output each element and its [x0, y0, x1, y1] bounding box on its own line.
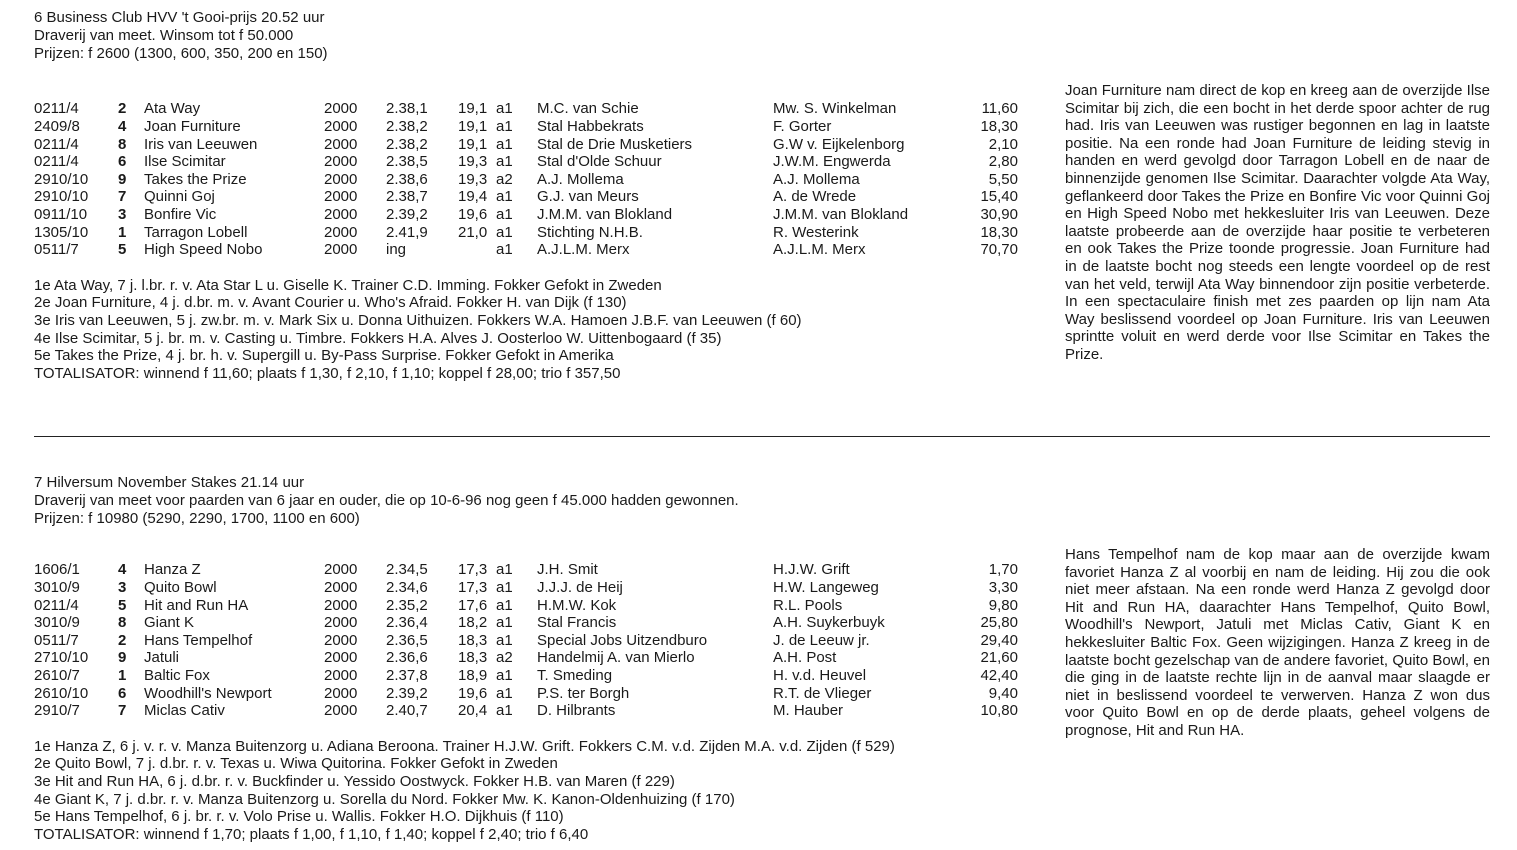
race-report-text: Hans Tempelhof nam de kop maar aan de overzijde kwam favoriet Hanza Z al voorbij en nam de leiding. Hij zou die ook niet meer afstaan. Na een ronde werd Hanza Z gevolgd door Hit and Run HA, daarachter Hans Tempelhof, Quito Bowl, Woodhill's Newport, Jatuli met Miclas Cativ, Giant K en hekkesluiter Baltic Fox. Geen wijzigingen. Hanza Z kreeg in de laatste bocht gezelschap van de andere favoriet, Quito Bowl, en die ging in de laatste rechte lijn in de aanval maar slaagde er niet in beslissend voordeel te verwerven. Hanza Z won dus voor Quito Bowl en op de derde plaats, geheel volgens de prognose, Hit and Run HA.	[1065, 546, 1490, 739]
driver-cell: J.M.M. van Blokland	[773, 205, 909, 223]
reduction-cell: 18,9	[458, 666, 488, 684]
driver-cell: H. v.d. Heuvel	[773, 666, 867, 684]
distance-cell: 2000	[324, 117, 358, 135]
time-cell: 2.38,6	[386, 170, 428, 188]
reduction-cell: 19,6	[458, 684, 488, 702]
time-cell: 2.38,1	[386, 100, 428, 118]
odds-cell: 18,30	[980, 223, 1018, 241]
horse-cell: Hans Tempelhof	[144, 631, 253, 649]
form-cell: 1305/10	[34, 223, 89, 241]
number-cell: 8	[118, 135, 127, 153]
form-cell: 2409/8	[34, 117, 80, 135]
time-cell: ing	[386, 241, 407, 259]
driver-cell: A.J.L.M. Merx	[773, 241, 866, 259]
distance-cell: 2000	[324, 578, 358, 596]
form-cell: 0211/4	[34, 153, 79, 171]
distance-cell: 2000	[324, 241, 358, 259]
odds-cell: 29,40	[980, 631, 1018, 649]
driver-cell: J. de Leeuw jr.	[773, 631, 870, 649]
time-cell: 2.38,2	[386, 117, 428, 135]
detail-line: 1e Hanza Z, 6 j. v. r. v. Manza Buitenzorg u. Adiana Beroona. Trainer H.J.W. Grift. Fokkers C.M. v.d. Zijden M.A. v.d. Zijden (f 529)	[34, 737, 895, 755]
race-conditions: Draverij van meet. Winsom tot f 50.000	[34, 26, 294, 44]
owner-cell: Stal de Drie Musketiers	[537, 135, 693, 153]
reduction-cell: 19,6	[458, 205, 488, 223]
owner-cell: Stal Habbekrats	[537, 117, 644, 135]
driver-cell: R.T. de Vlieger	[773, 684, 872, 702]
form-cell: 0211/4	[34, 596, 79, 614]
distance-cell: 2000	[324, 223, 358, 241]
reduction-cell: 18,2	[458, 614, 488, 632]
reduction-cell: 17,3	[458, 561, 488, 579]
horse-cell: Miclas Cativ	[144, 702, 225, 720]
driver-cell: H.J.W. Grift	[773, 561, 850, 579]
odds-cell: 3,30	[988, 578, 1018, 596]
class-cell: a1	[496, 666, 513, 684]
race-report	[1065, 546, 1490, 740]
driver-cell: A.H. Suykerbuyk	[773, 614, 885, 632]
class-cell: a1	[496, 596, 513, 614]
distance-cell: 2000	[324, 684, 358, 702]
class-cell: a1	[496, 684, 513, 702]
distance-cell: 2000	[324, 666, 358, 684]
horse-cell: Baltic Fox	[144, 666, 210, 684]
detail-line: 1e Ata Way, 7 j. l.br. r. v. Ata Star L u. Giselle K. Trainer C.D. Imming. Fokker Gefokt in Zweden	[34, 276, 662, 294]
race-title: 7 Hilversum November Stakes 21.14 uur	[34, 474, 305, 491]
number-cell: 7	[118, 188, 127, 206]
race-prizes: Prijzen: f 10980 (5290, 2290, 1700, 1100 en 600)	[34, 509, 360, 527]
number-cell: 2	[118, 100, 127, 118]
reduction-cell: 19,1	[458, 100, 488, 118]
reduction-cell: 17,6	[458, 596, 488, 614]
number-cell: 5	[118, 241, 127, 259]
reduction-cell: 19,1	[458, 135, 488, 153]
owner-cell: P.S. ter Borgh	[537, 684, 630, 702]
detail-line: 2e Joan Furniture, 4 j. d.br. m. v. Avant Courier u. Who's Afraid. Fokker H. van Dijk (f 130)	[34, 294, 627, 312]
odds-cell: 5,50	[988, 170, 1018, 188]
class-cell: a1	[496, 702, 513, 720]
owner-cell: A.J. Mollema	[537, 170, 624, 188]
class-cell: a1	[496, 578, 513, 596]
class-cell: a1	[496, 614, 513, 632]
horse-cell: Quito Bowl	[144, 578, 217, 596]
class-cell: a1	[496, 100, 513, 118]
time-cell: 2.39,2	[386, 684, 428, 702]
driver-cell: H.W. Langeweg	[773, 578, 879, 596]
owner-cell: Special Jobs Uitzendburo	[537, 631, 708, 649]
form-cell: 2910/7	[34, 702, 80, 720]
race-6-section	[34, 9, 1494, 382]
detail-line: 4e Ilse Scimitar, 5 j. br. m. v. Casting u. Timbre. Fokkers H.A. Alves J. Oosterloo W. Uittenbogaard (f 35)	[34, 329, 722, 347]
horse-cell: Hit and Run HA	[144, 596, 249, 614]
horse-cell: Ata Way	[144, 100, 201, 118]
number-cell: 6	[118, 684, 127, 702]
detail-line: 3e Hit and Run HA, 6 j. d.br. r. v. Buckfinder u. Yessido Oostwyck. Fokker H.B. van Maren (f 229)	[34, 772, 675, 790]
form-cell: 2910/10	[34, 170, 89, 188]
horse-cell: Bonfire Vic	[144, 205, 217, 223]
distance-cell: 2000	[324, 649, 358, 667]
odds-cell: 42,40	[980, 666, 1018, 684]
driver-cell: A. de Wrede	[773, 188, 857, 206]
time-cell: 2.34,5	[386, 561, 428, 579]
number-cell: 4	[118, 117, 127, 135]
distance-cell: 2000	[324, 561, 358, 579]
owner-cell: Handelmij A. van Mierlo	[537, 649, 695, 667]
race-details	[34, 738, 1494, 844]
odds-cell: 9,80	[988, 596, 1018, 614]
reduction-cell: 19,4	[458, 188, 488, 206]
form-cell: 2610/10	[34, 684, 89, 702]
reduction-cell: 19,3	[458, 153, 488, 171]
class-cell: a1	[496, 561, 513, 579]
odds-cell: 25,80	[980, 614, 1018, 632]
odds-cell: 2,80	[988, 153, 1018, 171]
class-cell: a1	[496, 117, 513, 135]
totalisator-line: TOTALISATOR: winnend f 1,70; plaats f 1,00, f 1,10, f 1,40; koppel f 2,40; trio f 6,40	[34, 825, 589, 843]
race-prizes: Prijzen: f 2600 (1300, 600, 350, 200 en 150)	[34, 44, 328, 62]
time-cell: 2.41,9	[386, 223, 428, 241]
owner-cell: J.M.M. van Blokland	[537, 205, 673, 223]
distance-cell: 2000	[324, 188, 358, 206]
number-cell: 3	[118, 578, 127, 596]
class-cell: a1	[496, 153, 513, 171]
form-cell: 1606/1	[34, 561, 80, 579]
class-cell: a2	[496, 649, 513, 667]
distance-cell: 2000	[324, 702, 358, 720]
detail-line: 4e Giant K, 7 j. d.br. r. v. Manza Buitenzorg u. Sorella du Nord. Fokker Mw. K. Kanon-Oldenhuizing (f 170)	[34, 790, 735, 808]
driver-cell: G.W v. Eijkelenborg	[773, 135, 905, 153]
odds-cell: 9,40	[988, 684, 1018, 702]
owner-cell: H.M.W. Kok	[537, 596, 617, 614]
form-cell: 0511/7	[34, 631, 79, 649]
horse-cell: Quinni Goj	[144, 188, 215, 206]
distance-cell: 2000	[324, 170, 358, 188]
distance-cell: 2000	[324, 631, 358, 649]
owner-cell: Stichting N.H.B.	[537, 223, 643, 241]
horse-cell: Joan Furniture	[144, 117, 241, 135]
time-cell: 2.40,7	[386, 702, 428, 720]
form-cell: 3010/9	[34, 614, 80, 632]
reduction-cell: 20,4	[458, 702, 488, 720]
driver-cell: R.L. Pools	[773, 596, 843, 614]
odds-cell: 11,60	[981, 100, 1018, 118]
driver-cell: Mw. S. Winkelman	[773, 100, 897, 118]
class-cell: a1	[496, 135, 513, 153]
race-report-text: Joan Furniture nam direct de kop en kreeg aan de overzijde Ilse Scimitar bij zich, die een bocht in het derde spoor achter de rug had. Iris van Leeuwen was rustiger begonnen en lag in laatste positie. Na een ronde had Joan Furniture de leiding stevig in handen en werd gevolgd door Tarragon Lobell en de naar de binnenzijde genomen Ilse Scimitar. Daarachter volgde Ata Way, geflankeerd door Takes the Prize en Bonfire Vic voor Quinni Goj en High Speed Nobo met hekkesluiter Iris van Leeuwen. Deze laatste probeerde aan de overzijde haar positie te verbeteren en ook Takes the Prize toonde progressie. Joan Furniture had in de laatste bocht nog steeds een lengte voordeel op de rest van het veld, terwijl Ata Way binnendoor zijn positie verbeterde. In een spectaculaire finish met zes paarden op lijn nam Ata Way beslissend voordeel op Joan Furniture. Iris van Leeuwen sprintte voluit en werd derde voor Ilse Scimitar en Takes the Prize.	[1065, 82, 1490, 363]
driver-cell: F. Gorter	[773, 117, 832, 135]
owner-cell: J.H. Smit	[537, 561, 598, 579]
horse-cell: Hanza Z	[144, 561, 201, 579]
horse-cell: Tarragon Lobell	[144, 223, 248, 241]
reduction-cell: 17,3	[458, 578, 488, 596]
number-cell: 6	[118, 153, 127, 171]
number-cell: 3	[118, 205, 127, 223]
owner-cell: M.C. van Schie	[537, 100, 639, 118]
driver-cell: R. Westerink	[773, 223, 859, 241]
horse-cell: Iris van Leeuwen	[144, 135, 258, 153]
form-cell: 3010/9	[34, 578, 80, 596]
distance-cell: 2000	[324, 205, 358, 223]
odds-cell: 30,90	[980, 205, 1018, 223]
class-cell: a2	[496, 170, 513, 188]
owner-cell: T. Smeding	[537, 666, 613, 684]
number-cell: 7	[118, 702, 127, 720]
section-divider	[34, 436, 1490, 437]
class-cell: a1	[496, 223, 513, 241]
driver-cell: A.H. Post	[773, 649, 837, 667]
owner-cell: J.J.J. de Heij	[537, 578, 623, 596]
distance-cell: 2000	[324, 153, 358, 171]
number-cell: 1	[118, 223, 127, 241]
class-cell: a1	[496, 205, 513, 223]
time-cell: 2.39,2	[386, 205, 428, 223]
driver-cell: J.W.M. Engwerda	[773, 153, 891, 171]
form-cell: 2710/10	[34, 649, 89, 667]
race-report	[1065, 82, 1490, 364]
distance-cell: 2000	[324, 100, 358, 118]
driver-cell: M. Hauber	[773, 702, 844, 720]
form-cell: 0511/7	[34, 241, 79, 259]
odds-cell: 2,10	[988, 135, 1018, 153]
time-cell: 2.36,4	[386, 614, 428, 632]
horse-cell: Takes the Prize	[144, 170, 247, 188]
number-cell: 5	[118, 596, 127, 614]
number-cell: 1	[118, 666, 127, 684]
race-conditions: Draverij van meet voor paarden van 6 jaar en ouder, die op 10-6-96 nog geen f 45.000 hadden gewonnen.	[34, 491, 739, 509]
odds-cell: 21,60	[980, 649, 1018, 667]
owner-cell: D. Hilbrants	[537, 702, 616, 720]
class-cell: a1	[496, 188, 513, 206]
reduction-cell: 18,3	[458, 649, 488, 667]
owner-cell: G.J. van Meurs	[537, 188, 639, 206]
number-cell: 2	[118, 631, 127, 649]
odds-cell: 10,80	[980, 702, 1018, 720]
horse-cell: High Speed Nobo	[144, 241, 263, 259]
time-cell: 2.35,2	[386, 596, 428, 614]
race-title: 6 Business Club HVV 't Gooi-prijs 20.52 uur	[34, 9, 325, 26]
detail-line: 5e Hans Tempelhof, 6 j. br. r. v. Volo Prise u. Wallis. Fokker H.O. Dijkhuis (f 110)	[34, 808, 564, 826]
class-cell: a1	[496, 631, 513, 649]
number-cell: 4	[118, 561, 127, 579]
horse-cell: Jatuli	[144, 649, 180, 667]
totalisator-line: TOTALISATOR: winnend f 11,60; plaats f 1,30, f 2,10, f 1,10; koppel f 28,00; trio f 357,50	[34, 364, 621, 382]
odds-cell: 18,30	[980, 117, 1018, 135]
driver-cell: A.J. Mollema	[773, 170, 860, 188]
time-cell: 2.37,8	[386, 666, 428, 684]
reduction-cell: 21,0	[458, 223, 488, 241]
owner-cell: Stal Francis	[537, 614, 617, 632]
detail-line: 2e Quito Bowl, 7 j. d.br. r. v. Texas u. Wiwa Quitorina. Fokker Gefokt in Zweden	[34, 755, 558, 773]
horse-cell: Giant K	[144, 614, 195, 632]
time-cell: 2.38,2	[386, 135, 428, 153]
form-cell: 2910/10	[34, 188, 89, 206]
form-cell: 0211/4	[34, 100, 79, 118]
number-cell: 9	[118, 170, 127, 188]
odds-cell: 70,70	[980, 241, 1018, 259]
reduction-cell: 19,3	[458, 170, 488, 188]
distance-cell: 2000	[324, 135, 358, 153]
reduction-cell: 19,1	[458, 117, 488, 135]
distance-cell: 2000	[324, 614, 358, 632]
reduction-cell: 18,3	[458, 631, 488, 649]
detail-line: 5e Takes the Prize, 4 j. br. h. v. Supergill u. By-Pass Surprise. Fokker Gefokt in Amerika	[34, 347, 614, 365]
owner-cell: Stal d'Olde Schuur	[537, 153, 662, 171]
horse-cell: Ilse Scimitar	[144, 153, 226, 171]
distance-cell: 2000	[324, 596, 358, 614]
number-cell: 8	[118, 614, 127, 632]
form-cell: 2610/7	[34, 666, 80, 684]
time-cell: 2.38,5	[386, 153, 428, 171]
owner-cell: A.J.L.M. Merx	[537, 241, 630, 259]
time-cell: 2.34,6	[386, 578, 428, 596]
detail-line: 3e Iris van Leeuwen, 5 j. zw.br. m. v. Mark Six u. Donna Uithuizen. Fokkers W.A. Hamoen J.B.F. van Leeuwen (f 60)	[34, 311, 802, 329]
class-cell: a1	[496, 241, 513, 259]
time-cell: 2.38,7	[386, 188, 428, 206]
form-cell: 0211/4	[34, 135, 79, 153]
odds-cell: 15,40	[980, 188, 1018, 206]
form-cell: 0911/10	[34, 205, 88, 223]
odds-cell: 1,70	[988, 561, 1018, 579]
time-cell: 2.36,5	[386, 631, 428, 649]
number-cell: 9	[118, 649, 127, 667]
race-7-section	[34, 474, 1494, 843]
horse-cell: Woodhill's Newport	[144, 684, 272, 702]
time-cell: 2.36,6	[386, 649, 428, 667]
